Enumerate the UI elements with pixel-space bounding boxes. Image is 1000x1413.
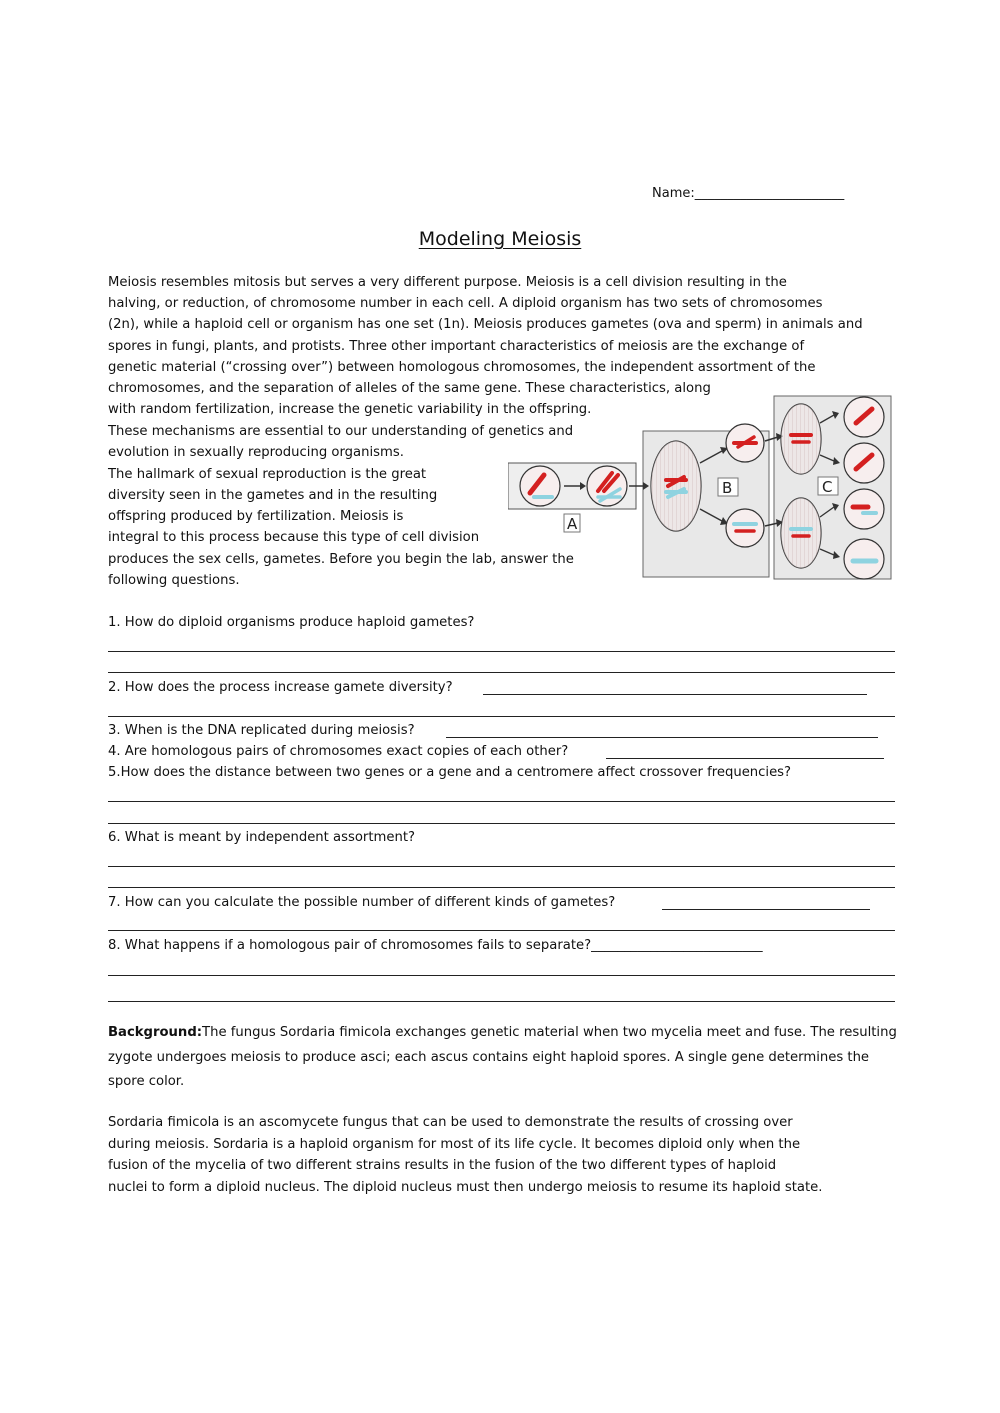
intro-line: genetic material (“crossing over”) between homologous chromosomes, the independent assortment of the [108,360,816,375]
answer-line[interactable] [108,716,895,717]
answer-line[interactable] [662,909,870,910]
intro-line: Meiosis resembles mitosis but serves a very different purpose. Meiosis is a cell division resulting in the [108,275,787,290]
sordaria-line: during meiosis. Sordaria is a haploid organism for most of its life cycle. It becomes diploid only when the [108,1136,801,1152]
intro-line: spores in fungi, plants, and protists. Three other important characteristics of meiosis are the exchange of [108,339,805,354]
question-6: 6. What is meant by independent assortment? [108,830,415,845]
intro-line: integral to this process because this type of cell division [108,530,480,545]
answer-line[interactable] [108,651,895,652]
answer-line[interactable] [108,672,895,673]
intro-line: halving, or reduction, of chromosome number in each cell. A diploid organism has two sets of chromosomes [108,296,823,311]
question-8: 8. What happens if a homologous pair of chromosomes fails to separate?__________________________ [108,938,763,953]
question-1: 1. How do diploid organisms produce haploid gametes? [108,615,475,630]
answer-line[interactable] [108,930,895,931]
question-5: 5.How does the distance between two genes or a gene and a centromere affect crossover frequencies? [108,765,792,780]
sordaria-line: Sordaria fimicola is an ascomycete fungus that can be used to demonstrate the results of crossing over [108,1115,793,1130]
label-b: B [722,479,733,497]
answer-line[interactable] [108,866,895,867]
meiosis-diagram [508,393,894,585]
intro-line: chromosomes, and the separation of alleles of the same gene. These characteristics, along [108,381,711,396]
intro-line: The hallmark of sexual reproduction is the great [108,467,427,482]
intro-line: evolution in sexually reproducing organisms. [108,445,404,460]
background-text: The fungus Sordaria fimicola exchanges genetic material when two mycelia meet and fuse. The resulting zygote undergoes meiosis to produce asci; each ascus contains eight haploid spores. A single gene determines the spore color. [108,1025,897,1089]
answer-line[interactable] [108,1001,895,1002]
daughter-cell-2 [726,509,764,547]
question-3: 3. When is the DNA replicated during meiosis? [108,723,415,738]
intro-line: diversity seen in the gametes and in the resulting [108,488,438,503]
intro-line: produces the sex cells, gametes. Before you begin the lab, answer the [108,552,574,567]
intro-line: following questions. [108,573,240,588]
intro-line: with random fertilization, increase the genetic variability in the offspring. [108,402,592,417]
name-field[interactable]: Name:_______________________ [652,186,845,201]
sordaria-paragraph [108,1112,903,1198]
intro-line: These mechanisms are essential to our understanding of genetics and [108,424,574,439]
intro-line: (2n), while a haploid cell or organism has one set (1n). Meiosis produces gametes (ova and sperm) in animals and [108,317,863,332]
label-a: A [567,515,578,533]
question-2: 2. How does the process increase gamete diversity? [108,680,453,695]
answer-line[interactable] [108,823,895,824]
background-paragraph [108,1021,903,1095]
answer-line[interactable] [446,737,878,738]
parent-cell [520,466,560,506]
sordaria-line: fusion of the mycelia of two different strains results in the fusion of the two different types of haploid [108,1158,777,1173]
answer-line[interactable] [108,801,895,802]
label-c: C [822,478,833,496]
page-title: Modeling Meiosis [418,228,582,250]
answer-line[interactable] [606,758,884,759]
intro-line: offspring produced by fertilization. Meiosis is [108,509,404,524]
sordaria-line: nuclei to form a diploid nucleus. The diploid nucleus must then undergo meiosis to resume its haploid state. [108,1179,823,1195]
question-7: 7. How can you calculate the possible number of different kinds of gametes? [108,895,616,910]
answer-line[interactable] [483,694,867,695]
answer-line[interactable] [108,887,895,888]
answer-line[interactable] [108,975,895,976]
question-4: 4. Are homologous pairs of chromosomes exact copies of each other? [108,744,569,759]
background-heading: Background: [108,1025,203,1040]
